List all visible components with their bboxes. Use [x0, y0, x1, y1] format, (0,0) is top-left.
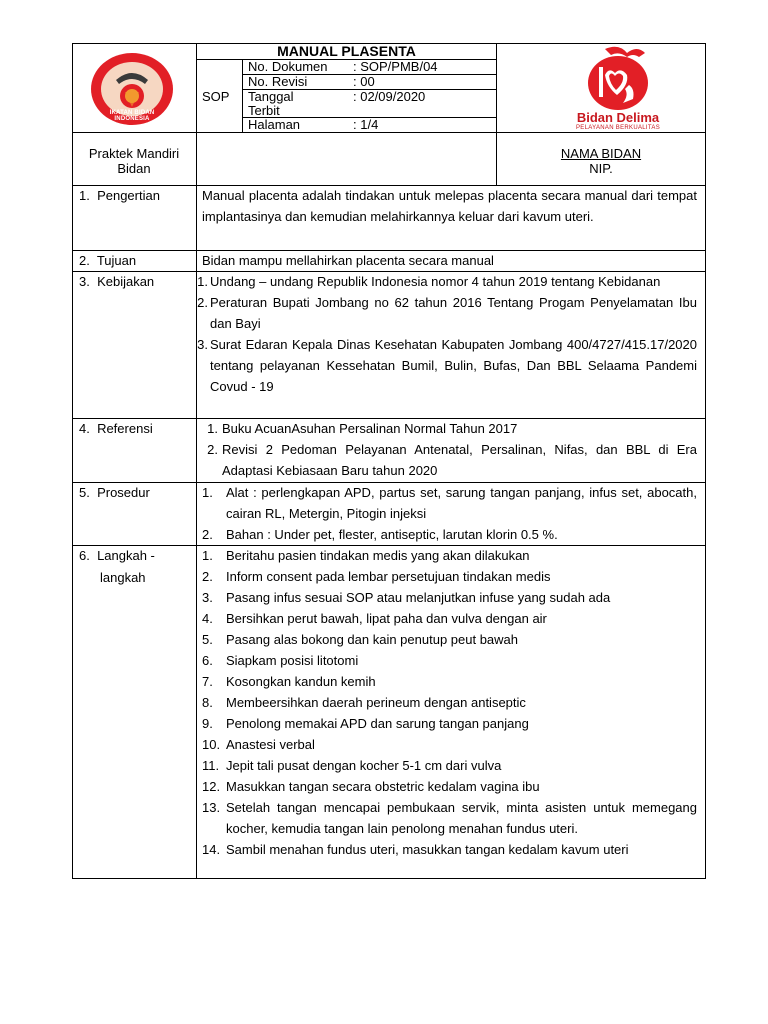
list-item: 13. Setelah tangan mencapai pembukaan servik, minta asisten untuk memegang kocher, kemudia tangan lain penolong menahan fundus uteri.	[202, 800, 697, 836]
field-label-dokumen: No. Dokumen	[248, 59, 328, 74]
label-kebijakan: 3. Kebijakan	[79, 274, 155, 289]
bidan-delima-name: Bidan Delima	[576, 110, 660, 125]
list-item: 8. Membeersihkan daerah perineum dengan antiseptic	[202, 695, 526, 710]
list-item: 14. Sambil menahan fundus uteri, masukkan tangan kedalam kavum uteri	[202, 842, 629, 857]
list-item: 1. Undang – undang Republik Indonesia nomor 4 tahun 2019 tentang Kebidanan	[197, 274, 661, 289]
label-prosedur: 5. Prosedur	[79, 485, 150, 500]
bidan-delima-logo	[553, 45, 683, 133]
list-item: 5. Pasang alas bokong dan kain penutup peut bawah	[202, 632, 519, 647]
field-value-dokumen: : SOP/PMB/04	[353, 59, 438, 74]
label-langkah: 6. Langkah -	[79, 548, 155, 563]
list-item: 2. Revisi 2 Pedoman Pelayanan Antenatal, Persalinan, Nifas, dan BBL di Era Adaptasi Kebiasaan Baru tahun 2020	[207, 442, 697, 478]
field-value-halaman: : 1/4	[353, 117, 379, 132]
document-title: MANUAL PLASENTA	[277, 43, 416, 59]
nip: NIP.	[589, 161, 613, 176]
text-tujuan: Bidan mampu mellahirkan placenta secara manual	[202, 253, 494, 268]
list-item: 2. Peraturan Bupati Jombang no 62 tahun 2016 Tentang Progam Penyelamatan Ibu dan Bayi	[197, 295, 697, 331]
list-item: 9. Penolong memakai APD dan sarung tangan panjang	[202, 716, 529, 731]
ibi-logo	[90, 52, 174, 126]
label-tujuan: 2. Tujuan	[79, 253, 137, 268]
list-kebijakan	[184, 271, 697, 397]
label-referensi: 4. Referensi	[79, 421, 153, 436]
list-referensi	[196, 418, 697, 481]
list-prosedur	[202, 482, 697, 545]
list-item: 2. Bahan : Under pet, flester, antiseptic, larutan klorin 0.5 %.	[202, 527, 558, 542]
field-value-tanggal: : 02/09/2020	[353, 89, 426, 104]
sop-label: SOP	[202, 89, 230, 104]
list-langkah	[202, 545, 697, 860]
text-pengertian: Manual placenta adalah tindakan untuk melepas placenta secara manual dari tempat implantasinya dan kemudian melahirkannya keluar dari kavum uteri.	[202, 188, 697, 224]
field-value-revisi: : 00	[353, 74, 375, 89]
list-item: 6. Siapkam posisi litotomi	[202, 653, 359, 668]
list-item: 12. Masukkan tangan secara obstetric kedalam vagina ibu	[202, 779, 540, 794]
nama-bidan: NAMA BIDAN	[560, 146, 642, 161]
list-item: 10. Anastesi verbal	[202, 737, 315, 752]
list-item: 2. Inform consent pada lembar persetujuan tindakan medis	[202, 569, 551, 584]
label-langkah-cont: langkah	[100, 570, 146, 585]
ibi-logo-text: IKATAN BIDAN INDONESIA	[109, 110, 155, 122]
list-item: 4. Bersihkan perut bawah, lipat paha dan vulva dengan air	[202, 611, 547, 626]
list-item: 11. Jepit tali pusat dengan kocher 5-1 cm dari vulva	[202, 758, 502, 773]
field-label-tanggal: Tanggal Terbit	[248, 89, 294, 118]
list-item: 7. Kosongkan kandun kemih	[202, 674, 376, 689]
label-pengertian: 1. Pengertian	[79, 188, 160, 203]
field-label-revisi: No. Revisi	[248, 74, 308, 89]
bidan-delima-tagline: PELAYANAN BERKUALITAS	[576, 125, 660, 131]
list-item: 3. Surat Edaran Kepala Dinas Kesehatan Kabupaten Jombang 400/4727/415.17/2020 tentang pelayanan Kessehatan Bumil, Bulin, Bufas, Dan BBL Selaama Pandemi Covud - 19	[197, 337, 697, 394]
praktek-mandiri-bidan: Praktek Mandiri Bidan	[88, 146, 180, 176]
list-item: 1. Beritahu pasien tindakan medis yang akan dilakukan	[202, 548, 530, 563]
list-item: 1. Buku AcuanAsuhan Persalinan Normal Tahun 2017	[207, 421, 518, 436]
list-item: 1. Alat : perlengkapan APD, partus set, sarung tangan panjang, infus set, abocath, cairan RL, Metergin, Pitogin injeksi	[202, 485, 697, 521]
field-label-halaman: Halaman	[248, 117, 301, 132]
list-item: 3. Pasang infus sesuai SOP atau melanjutkan infuse yang sudah ada	[202, 590, 611, 605]
